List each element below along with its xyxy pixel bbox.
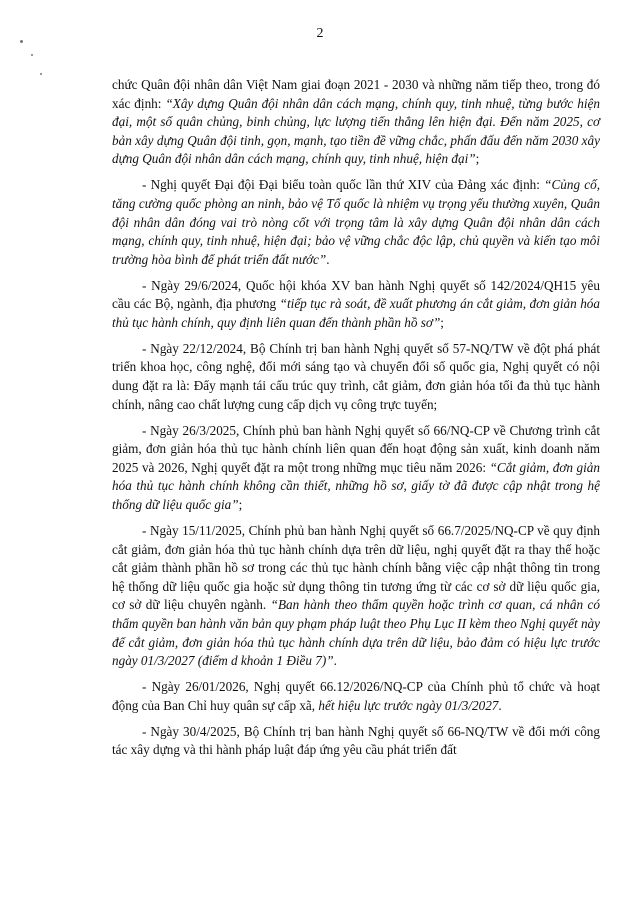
text-segment: - Ngày 26/3/2025, Chính phủ ban hành Nghị quyết số 66/NQ-CP về Chương trình cắt giảm, đơn giản hóa thủ tục hành chính liên quan đến hoạt động sản xuất, kinh doanh năm 2025 và 2026, Nghị quyết đặt ra một trong những mục tiêu năm 2026:: [112, 422, 600, 475]
text-segment: .: [326, 251, 330, 267]
body-text: [112, 76, 600, 760]
paragraph: [112, 522, 600, 671]
paragraph: [112, 76, 600, 169]
quoted-text: “Xây dựng Quân đội nhân dân cách mạng, chính quy, tinh nhuệ, từng bước hiện đại, một số quân chủng, binh chủng, lực lượng tiến thẳng lên hiện đại. Đến năm 2025, cơ bản xây dựng Quân đội tinh, gọn, mạnh, tạo tiền đề vững chắc, phấn đấu đến năm 2030 xây dựng Quân đội nhân dân cách mạng, chính quy, tinh nhuệ, hiện đại”: [112, 95, 600, 167]
text-segment: - Nghị quyết Đại đội Đại biểu toàn quốc lần thứ XIV của Đảng xác định:: [142, 177, 545, 193]
text-segment: - Ngày 30/4/2025, Bộ Chính trị ban hành Nghị quyết số 66-NQ/TW về đổi mới công tác xây dựng và thi hành pháp luật đáp ứng yêu cầu phát triển đất: [112, 723, 600, 758]
paragraph: [112, 176, 600, 269]
scan-speck: [40, 73, 42, 75]
scan-speck: [31, 54, 33, 56]
text-segment: .: [333, 653, 337, 669]
text-segment: - Ngày 26/01/2026, Nghị quyết 66.12/2026/NQ-CP của Chính phủ tổ chức và hoạt động của Ban Chỉ huy quân sự cấp xã,: [112, 679, 600, 713]
paragraph: [112, 277, 600, 333]
paragraph: [112, 723, 600, 760]
quoted-text: “tiếp tục rà soát, đề xuất phương án cắt giảm, đơn giản hóa thủ tục hành chính, quy định liên quan đến thành phần hồ sơ”: [112, 296, 600, 330]
text-segment: - Ngày 22/12/2024, Bộ Chính trị ban hành Nghị quyết số 57-NQ/TW về đột phá phát triển khoa học, công nghệ, đổi mới sáng tạo và chuyển đổi số quốc gia, Nghị quyết có nội dung đặt ra là: Đẩy mạnh tái cấu trúc quy trình, cắt giảm, đơn giản hóa tối đa thủ tục hành chính, nâng cao chất lượng cung cấp dịch vụ công trực tuyến;: [112, 340, 600, 412]
paragraph: [112, 340, 600, 414]
paragraph: [112, 678, 600, 715]
text-segment: .: [498, 697, 502, 713]
text-segment: ;: [238, 497, 243, 513]
quoted-text: “Ban hành theo thẩm quyền hoặc trình cơ quan, cá nhân có thẩm quyền ban hành văn bản quy phạm pháp luật theo Phụ Lục II kèm theo Nghị quyết này để cắt giảm, đơn giản hóa thủ tục hành chính dựa trên dữ liệu, bảo đảm có hiệu lực trước ngày 01/3/2027 (điểm d khoản 1 Điều 7)”: [112, 597, 600, 669]
quoted-text: hết hiệu lực trước ngày 01/3/2027: [318, 697, 499, 713]
page-number: 2: [316, 26, 324, 41]
paragraph: [112, 422, 600, 515]
text-segment: - Ngày 29/6/2024, Quốc hội khóa XV ban hành Nghị quyết số 142/2024/QH15 yêu cầu các Bộ, ngành, địa phương: [112, 277, 600, 312]
quoted-text: “Cắt giảm, đơn giản hóa thủ tục hành chính không cần thiết, những hồ sơ, giấy tờ đã được cập nhật trong hệ thống dữ liệu quốc gia”: [112, 459, 600, 513]
text-segment: - Ngày 15/11/2025, Chính phủ ban hành Nghị quyết số 66.7/2025/NQ-CP về quy định cắt giảm, đơn giản hóa thủ tục hành chính dựa trên dữ liệu, nghị quyết đặt ra thay thế hoặc cắt giảm thành phần hồ sơ trong các thủ tục hành chính bằng việc cập nhật thông tin trong hệ thống dữ liệu quốc gia hoặc sử dụng thông tin tương ứng từ các cơ sở dữ liệu quốc gia, cơ sở dữ liệu chuyên ngành.: [112, 523, 600, 613]
text-segment: ;: [440, 314, 444, 330]
text-segment: ;: [475, 151, 480, 167]
text-segment: chức Quân đội nhân dân Việt Nam giai đoạn 2021 - 2030 và những năm tiếp theo, trong đó xác định:: [112, 77, 600, 111]
quoted-text: “Củng cố, tăng cường quốc phòng an ninh, bảo vệ Tổ quốc là nhiệm vụ trọng yếu thường xuyên, Quân đội nhân dân đóng vai trò nòng cốt với trọng tâm là xây dựng Quân đội nhân dân cách mạng, chính quy, tinh nhuệ, hiện đại; bảo vệ vững chắc độc lập, chủ quyền và kiến tạo môi trường hòa bình để phát triển đất nước”: [112, 177, 600, 267]
scan-speck: [20, 40, 23, 43]
